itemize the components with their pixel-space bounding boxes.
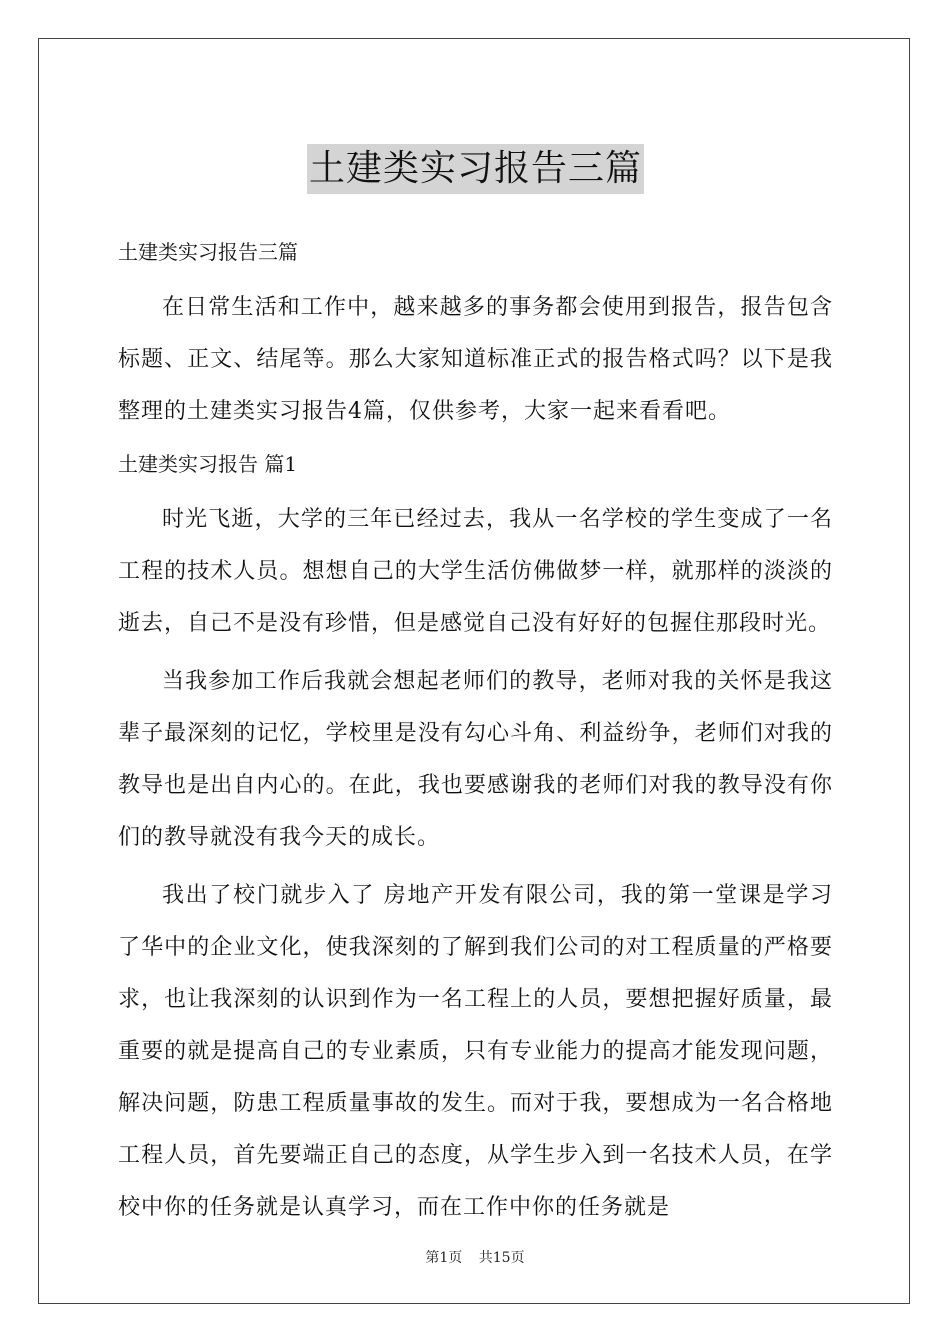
page-footer (0, 1247, 950, 1267)
body-paragraph-3: 我出了校门就步入了 房地产开发有限公司，我的第一堂课是学习了华中的企业文化，使我深刻的了解到我们公司的对工程质量的严格要求，也让我深刻的认识到作为一名工程上的人员，要想把握好质量，最重要的就是提高自己的专业素质，只有专业能力的提高才能发现问题，解决问题，防患工程质量事故的发生。而对于我，要想成为一名合格地工程人员，首先要端正自己的态度，从学生步入到一名技术人员，在学校中你的任务就是认真学习，而在工作中你的任务就是 (118, 883, 833, 1221)
section-heading: 土建类实习报告 篇1 (118, 452, 298, 477)
body-paragraph-1: 时光飞逝，大学的三年已经过去，我从一名学校的学生变成了一名工程的技术人员。想想自己的大学生活仿佛做梦一样，就那样的淡淡的逝去，自己不是没有珍惜，但是感觉自己没有好好的包握住那段时光。 (118, 507, 833, 637)
document-title: 土建类实习报告三篇 (307, 144, 644, 194)
page-number: 第1页 (425, 1250, 463, 1266)
total-pages: 共15页 (478, 1250, 525, 1266)
intro-paragraph: 在日常生活和工作中，越来越多的事务都会使用到报告，报告包含标题、正文、结尾等。那么大家知道标准正式的报告格式吗？以下是我整理的土建类实习报告4篇，仅供参考，大家一起来看看吧。 (118, 295, 833, 425)
document-subtitle: 土建类实习报告三篇 (118, 240, 298, 265)
title-wrap (118, 120, 833, 218)
document-body (118, 120, 833, 1240)
body-paragraph-2: 当我参加工作后我就会想起老师们的教导，老师对我的关怀是我这辈子最深刻的记忆，学校里是没有勾心斗角、利益纷争，老师们对我的教导也是出自内心的。在此，我也要感谢我的老师们对我的教导没有你们的教导就没有我今天的成长。 (118, 669, 833, 851)
